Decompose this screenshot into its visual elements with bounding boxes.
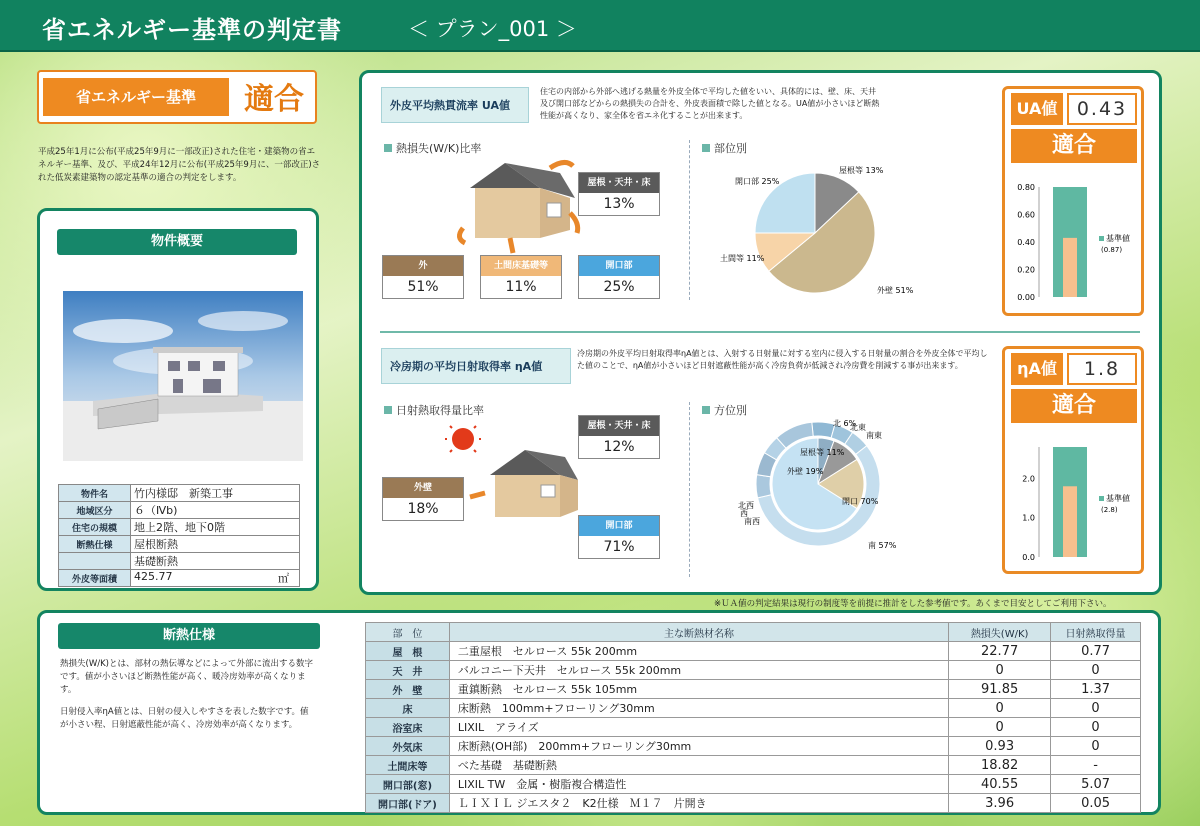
- eta-value-panel: [1002, 346, 1144, 574]
- standard-label: 省エネルギー基準: [43, 78, 229, 116]
- y-tick-label: 0.0: [1022, 553, 1035, 562]
- ua-result: 適合: [1011, 129, 1137, 163]
- svg-text:屋根等 11%: 屋根等 11%: [800, 448, 845, 457]
- solar-cell: 0: [1051, 661, 1141, 680]
- property-row: [59, 485, 300, 502]
- material-cell: 床断熱 100mm+フローリング30mm: [449, 699, 948, 718]
- eta-section-title: 冷房期の平均日射取得率 ηA値: [381, 348, 571, 384]
- standard-result: 適合: [244, 82, 304, 117]
- svg-text:西: 西: [740, 509, 748, 518]
- solar-cell: 0.05: [1051, 794, 1141, 813]
- part-cell: 床: [366, 699, 450, 718]
- insulation-heading: 断熱仕様: [58, 623, 320, 649]
- ua-value-label: UA値: [1011, 93, 1063, 125]
- property-table: [58, 484, 300, 587]
- svg-text:北東: 北東: [850, 423, 866, 432]
- pie-label-roof: 屋根等 13%: [839, 166, 884, 175]
- insulation-row: [366, 718, 1141, 737]
- standard-description: 平成25年1月に公布(平成25年9月に一部改正)された住宅・建築物の省エネルギー基準、及び、平成24年12月に公布(平成25年9月に、一部改正)された低炭素建築物の認定基準の適合の判定をします。: [38, 147, 321, 183]
- part-cell: 屋 根: [366, 642, 450, 661]
- ua-part-title: 部位別: [702, 140, 747, 156]
- material-cell: 二重屋根 セルロース 55k 200mm: [449, 642, 948, 661]
- property-row: [59, 519, 300, 536]
- eta-description: 冷房期の外皮平均日射取得率ηA値とは、入射する日射量に対する室内に侵入する日射量の割合を外皮全体で平均した値のことで、ηA値が小さいほど日射遮蔽性能が高く冷房負荷が低減され冷房費を削減する事が出来ます。: [577, 349, 988, 370]
- y-tick-label: 2.0: [1022, 474, 1035, 484]
- property-row-label: 外皮等面積: [59, 570, 131, 587]
- heatloss-cell: 3.96: [949, 794, 1051, 813]
- pie-label-wall: 外壁 51%: [877, 286, 914, 295]
- value-bar: [1063, 238, 1077, 297]
- heatloss-cell: 0: [949, 699, 1051, 718]
- ua-ratio-title: 熱損失(W/K)比率: [384, 140, 481, 156]
- material-cell: ＬＩＸＩＬ ジエスタ２ K2仕様 Ｍ１７ 片開き: [449, 794, 948, 813]
- svg-text:外壁 19%: 外壁 19%: [787, 467, 824, 476]
- insulation-text-1: 熱損失(W/K)とは、部材の熱伝導などによって外部に流出する数字です。値が小さいほど断熱性能が高く、暖冷房効率が高くなります。: [60, 659, 313, 695]
- heatloss-cell: 22.77: [949, 642, 1051, 661]
- insulation-header: 部 位: [366, 623, 450, 642]
- reference-note: ※ＵＡ値の判定結果は現行の制度等を前提に推計をした参考値です。あくまで目安としてご利用下さい。: [714, 599, 1112, 609]
- svg-text:南西: 南西: [744, 517, 760, 526]
- insulation-row: [366, 699, 1141, 718]
- property-heading: 物件概要: [57, 229, 297, 255]
- property-row-value: 地上2階、地下0階: [131, 519, 300, 536]
- material-cell: 床断熱(OH部) 200mm+フローリング30mm: [449, 737, 948, 756]
- standard-result-box: [37, 70, 317, 124]
- property-row-value: 竹内様邸 新築工事: [131, 485, 300, 502]
- property-row-label: 断熱仕様: [59, 536, 131, 553]
- property-row-value: 425.77 ㎡: [131, 570, 300, 587]
- insulation-row: [366, 680, 1141, 699]
- house-photo: [63, 291, 303, 461]
- eta-box-opening: 開口部 71%: [578, 515, 660, 559]
- donut-outer-slice: [756, 475, 771, 498]
- heatloss-cell: 0: [949, 661, 1051, 680]
- insulation-row: [366, 661, 1141, 680]
- header-bar: [0, 0, 1200, 52]
- eta-direction-donut-chart: [730, 412, 930, 562]
- eta-ratio-title: 日射熱取得量比率: [384, 402, 484, 418]
- material-cell: バルコニー下天井 セルロース 55k 200mm: [449, 661, 948, 680]
- plan-selector[interactable]: ＜ プラン_001 ＞: [408, 17, 577, 41]
- legend-label: 基準値: [1106, 234, 1130, 243]
- part-cell: 開口部(ドア): [366, 794, 450, 813]
- property-row-label: 物件名: [59, 485, 131, 502]
- ua-box-opening: 開口部 25%: [578, 255, 660, 299]
- solar-cell: 1.37: [1051, 680, 1141, 699]
- y-tick-label: 1.0: [1022, 513, 1035, 523]
- ua-part-pie-chart: [705, 155, 945, 305]
- ua-box-floor: 土間床基礎等 11%: [480, 255, 562, 299]
- house-solar-icon: [445, 425, 580, 520]
- property-row-value: 屋根断熱: [131, 536, 300, 553]
- solar-cell: 0: [1051, 699, 1141, 718]
- part-cell: 土間床等: [366, 756, 450, 775]
- material-cell: べた基礎 基礎断熱: [449, 756, 948, 775]
- insulation-text-2: 日射侵入率ηA値とは、日射の侵入しやすさを表した数字です。値が小さい程、日射遮蔽性能が高く、冷房効率が高くなります。: [60, 707, 309, 730]
- part-cell: 開口部(窓): [366, 775, 450, 794]
- house-heatloss-icon: [455, 158, 585, 258]
- legend-swatch: [1099, 236, 1104, 241]
- pie-label-floor: 土間等 11%: [720, 254, 765, 263]
- solar-cell: -: [1051, 756, 1141, 775]
- material-cell: LIXIL TW 金属・樹脂複合構造性: [449, 775, 948, 794]
- insulation-table: [365, 622, 1141, 813]
- insulation-header: 日射熱取得量: [1051, 623, 1141, 642]
- property-panel: [37, 208, 319, 591]
- svg-text:南 57%: 南 57%: [868, 541, 897, 550]
- heatloss-cell: 91.85: [949, 680, 1051, 699]
- reference-value: (0.87): [1101, 246, 1123, 254]
- svg-text:北 6%: 北 6%: [833, 419, 857, 428]
- property-row: [59, 536, 300, 553]
- insulation-header: 熱損失(W/K): [949, 623, 1051, 642]
- insulation-row: [366, 737, 1141, 756]
- ua-bar-chart: [1005, 179, 1141, 309]
- svg-text:南東: 南東: [866, 431, 882, 440]
- reference-value: (2.8): [1101, 506, 1118, 514]
- y-tick-label: 0.40: [1017, 238, 1035, 247]
- solar-cell: 5.07: [1051, 775, 1141, 794]
- legend-swatch: [1099, 496, 1104, 501]
- property-row: [59, 553, 300, 570]
- legend-label: 基準値: [1106, 494, 1130, 503]
- solar-cell: 0.77: [1051, 642, 1141, 661]
- property-row-label: 住宅の規模: [59, 519, 131, 536]
- part-cell: 天 井: [366, 661, 450, 680]
- heatloss-cell: 0: [949, 718, 1051, 737]
- y-tick-label: 0.20: [1017, 265, 1035, 275]
- eta-dir-title: 方位別: [702, 402, 747, 418]
- eta-result: 適合: [1011, 389, 1137, 423]
- y-tick-label: 0.00: [1017, 293, 1035, 302]
- heatloss-cell: 18.82: [949, 756, 1051, 775]
- insulation-row: [366, 794, 1141, 813]
- insulation-row: [366, 756, 1141, 775]
- part-cell: 外気床: [366, 737, 450, 756]
- heatloss-cell: 40.55: [949, 775, 1051, 794]
- ua-section-title: 外皮平均熱貫流率 UA値: [381, 87, 529, 123]
- eta-value-label: ηA値: [1011, 353, 1063, 385]
- ua-box-wall: 外 51%: [382, 255, 464, 299]
- insulation-row: [366, 642, 1141, 661]
- insulation-header: 主な断熱材名称: [449, 623, 948, 642]
- property-row-value: 基礎断熱: [131, 553, 300, 570]
- ua-description: 住宅の内部から外部へ逃げる熱量を外皮全体で平均した値をいい、具体的には、壁、床、天井及び開口部などからの熱損失の合計を、外皮表面積で除した値となる。UA値が小さいほど断熱性能が高くなり、家全体を省エネ化することが出来ます。: [540, 87, 880, 120]
- eta-bar-chart: [1005, 439, 1141, 569]
- property-row-label: [59, 553, 131, 570]
- property-row-value: ６（Ⅳb): [131, 502, 300, 519]
- page-title: 省エネルギー基準の判定書: [42, 16, 342, 44]
- svg-text:開口 70%: 開口 70%: [842, 497, 879, 506]
- y-tick-label: 0.80: [1017, 183, 1035, 192]
- y-tick-label: 0.60: [1017, 210, 1035, 220]
- eta-value: 1.8: [1067, 353, 1137, 385]
- part-cell: 浴室床: [366, 718, 450, 737]
- material-cell: LIXIL アライズ: [449, 718, 948, 737]
- heatloss-cell: 0.93: [949, 737, 1051, 756]
- eta-box-wall: 外壁 18%: [382, 477, 464, 521]
- property-row: [59, 570, 300, 587]
- insulation-panel: [37, 610, 1161, 815]
- svg-text:北西: 北西: [738, 501, 754, 510]
- ua-box-roof: 屋根・天井・床 13%: [578, 172, 660, 216]
- property-row-label: 地域区分: [59, 502, 131, 519]
- part-cell: 外 壁: [366, 680, 450, 699]
- solar-cell: 0: [1051, 737, 1141, 756]
- material-cell: 重鎮断熱 セルロース 55k 105mm: [449, 680, 948, 699]
- value-bar: [1063, 486, 1077, 557]
- pie-label-opening: 開口部 25%: [735, 177, 780, 186]
- ua-value: 0.43: [1067, 93, 1137, 125]
- ua-value-panel: [1002, 86, 1144, 316]
- insulation-row: [366, 775, 1141, 794]
- eta-box-roof: 屋根・天井・床 12%: [578, 415, 660, 459]
- property-row: [59, 502, 300, 519]
- solar-cell: 0: [1051, 718, 1141, 737]
